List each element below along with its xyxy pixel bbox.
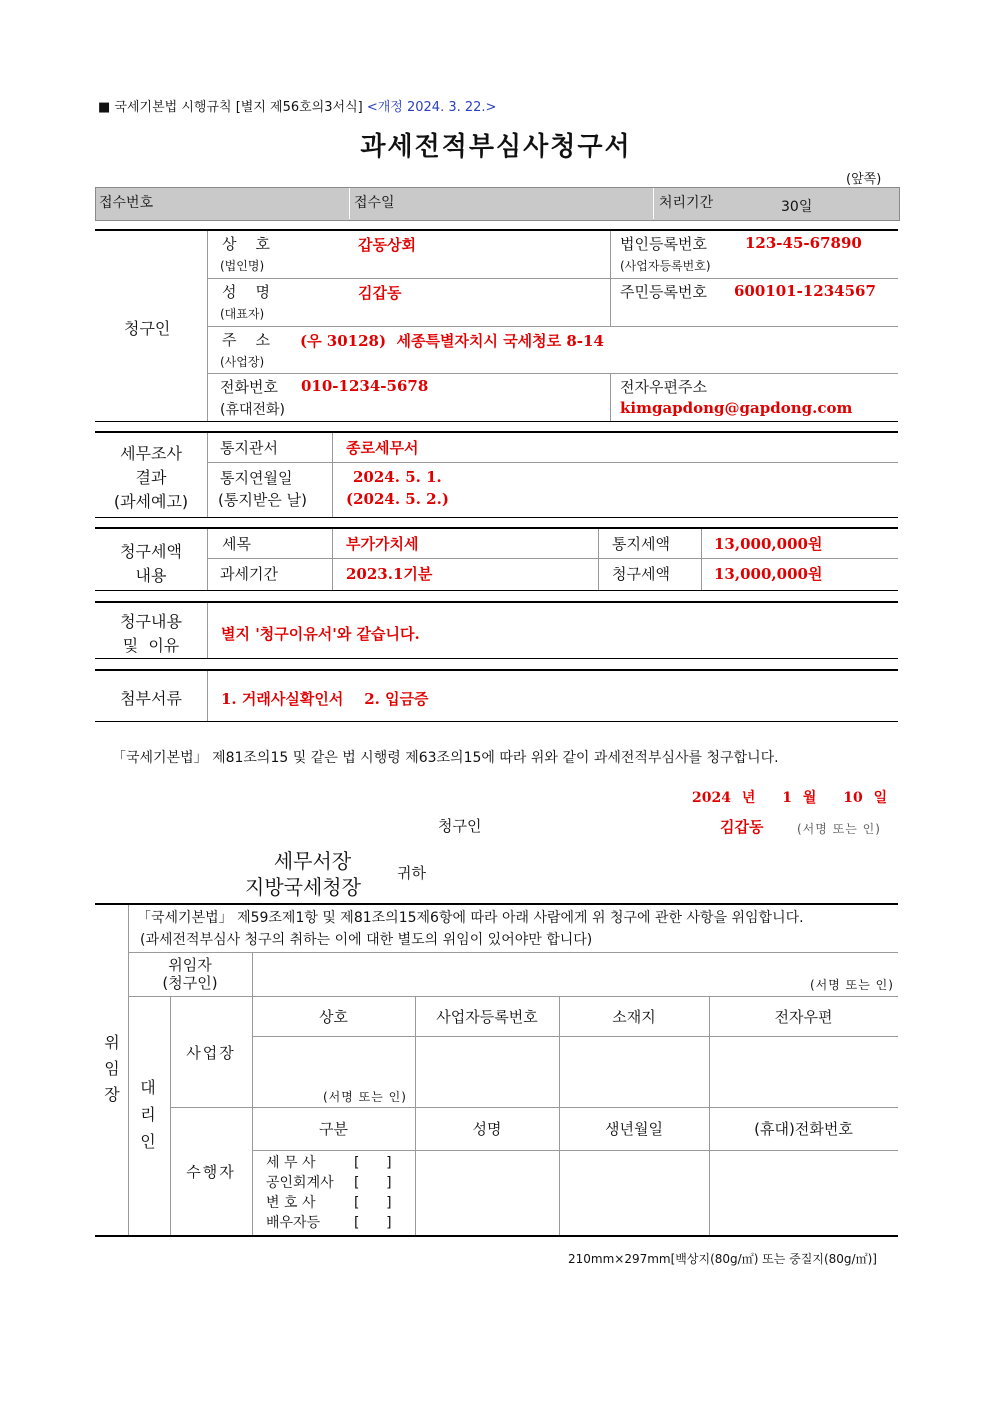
- email-value: kimgapdong@gapdong.com: [620, 399, 853, 417]
- notice-date-label: 통지연월일: [220, 469, 293, 487]
- delegator-sign: (서명 또는 인): [810, 978, 894, 992]
- claim-amount-label: 청구세액: [612, 565, 670, 583]
- performer-label: 수행자: [186, 1163, 236, 1181]
- receipt-divider: [653, 188, 654, 219]
- resident-reg-value: 600101-1234567: [734, 282, 876, 300]
- corp-reg-sub: (사업자등록번호): [620, 259, 711, 273]
- attachments-label: 첨부서류: [120, 689, 182, 708]
- attachments-value: 1. 거래사실확인서 2. 입금증: [221, 690, 429, 708]
- address-label: 주 소: [222, 331, 271, 349]
- performer-type-row: 세 무 사 [ ]: [266, 1155, 392, 1171]
- performer-checkbox[interactable]: [ ]: [354, 1175, 392, 1191]
- phone-value: 010-1234-5678: [301, 377, 429, 395]
- name-value: 김갑동: [358, 284, 402, 302]
- tax-period-label: 과세기간: [220, 565, 278, 583]
- date-year-unit: 년: [741, 790, 756, 806]
- notice-received-date-value: (2024. 5. 2.): [346, 490, 449, 508]
- law-reference: [98, 96, 496, 115]
- phone-sub: (휴대전화): [220, 402, 286, 418]
- date-day-unit: 일: [873, 790, 888, 806]
- date-day: 10: [843, 790, 863, 806]
- tax-item-label: 세목: [222, 535, 251, 553]
- notice-date-value: 2024. 5. 1.: [353, 468, 442, 486]
- receipt-number-label: 접수번호: [99, 195, 154, 211]
- delegator-label-1: 위임자: [168, 956, 212, 974]
- page-title: 과세전적부심사청구서: [360, 132, 632, 162]
- performer-col-name: 성명: [472, 1120, 502, 1138]
- address-sub: (사업장): [220, 355, 265, 369]
- notice-date-sub: (통지받은 날): [218, 491, 307, 509]
- receipt-divider: [349, 188, 350, 219]
- trade-name-label: 상 호: [222, 235, 271, 253]
- receipt-date-label: 접수일: [354, 195, 395, 211]
- performer-checkbox[interactable]: [ ]: [354, 1195, 392, 1211]
- amount-label-1: 청구세액: [120, 542, 182, 561]
- front-side-label: (앞쪽): [846, 172, 882, 187]
- amount-label-2: 내용: [135, 566, 167, 585]
- tax-period-value: 2023.1기분: [346, 565, 433, 583]
- phone-label: 전화번호: [220, 378, 278, 396]
- trade-name-value: 갑동상회: [358, 236, 416, 254]
- processing-period-value: 30일: [781, 199, 813, 215]
- reason-label-1: 청구내용: [120, 612, 182, 631]
- performer-type-row: 공인회계사 [ ]: [266, 1175, 392, 1191]
- business-col-email: 전자우편: [774, 1008, 833, 1026]
- business-col-regno: 사업자등록번호: [436, 1008, 538, 1026]
- email-label: 전자우편주소: [620, 378, 707, 396]
- date-month: 1: [782, 790, 792, 806]
- delegator-label-2: (청구인): [162, 974, 218, 992]
- notice-amount-label: 통지세액: [612, 535, 670, 553]
- performer-checkbox[interactable]: [ ]: [354, 1155, 392, 1171]
- corp-reg-value: 123-45-67890: [745, 234, 862, 252]
- name-sub: (대표자): [220, 307, 265, 321]
- tax-item-value: 부가가치세: [346, 535, 419, 553]
- notice-office-label: 통지관서: [220, 439, 278, 457]
- audit-label-3: (과세예고): [113, 492, 189, 511]
- claimant-section-label: 청구인: [124, 319, 171, 338]
- name-label: 성 명: [222, 283, 271, 301]
- signature-label: 청구인: [438, 817, 482, 835]
- performer-col-birth: 생년월일: [605, 1120, 663, 1138]
- resident-reg-label: 주민등록번호: [620, 283, 707, 301]
- business-label: 사업장: [186, 1044, 236, 1062]
- corp-reg-label: 법인등록번호: [620, 235, 707, 253]
- trade-name-sub: (법인명): [220, 259, 265, 273]
- performer-type-row: 배우자등 [ ]: [266, 1215, 392, 1231]
- addressee-tax-office: 세무서장: [273, 849, 352, 873]
- receipt-bar: [95, 187, 900, 221]
- performer-type-row: 변 호 사 [ ]: [266, 1195, 392, 1211]
- business-sign: (서명 또는 인): [323, 1090, 407, 1104]
- reason-label-2: 및 이유: [122, 636, 180, 655]
- performer-col-type: 구분: [319, 1120, 348, 1138]
- signature-note: (서명 또는 인): [797, 822, 881, 836]
- date-month-unit: 월: [802, 790, 817, 806]
- addressee-suffix: 귀하: [397, 864, 426, 882]
- date-year: 2024: [692, 790, 731, 806]
- performer-col-phone: (휴대)전화번호: [754, 1120, 853, 1138]
- poa-text-1: 「국세기본법」 제59조제1항 및 제81조의15제6항에 따라 아래 사람에게 위 청구에 관한 사항을 위임합니다.: [137, 910, 804, 926]
- poa-text-2: (과세전적부심사 청구의 취하는 이에 대한 별도의 위임이 있어야만 합니다): [140, 932, 593, 948]
- addressee-regional-office: 지방국세청장: [245, 875, 361, 899]
- signature-name: 김갑동: [720, 818, 764, 836]
- agent-side-label: 대 리 인: [140, 1078, 156, 1151]
- processing-period-label: 처리기간: [659, 195, 714, 211]
- reason-value: 별지 '청구이유서'와 같습니다.: [221, 625, 420, 643]
- law-ref-text: ■ 국세기본법 시행규칙 [별지 제56호의3서식]: [98, 100, 363, 115]
- audit-label-1: 세무조사: [120, 444, 182, 463]
- business-col-name: 상호: [319, 1008, 348, 1026]
- address-value: (우 30128) 세종특별자치시 국세청로 8-14: [300, 332, 604, 350]
- revision-text: <개정 2024. 3. 22.>: [366, 100, 497, 115]
- date-line: [692, 787, 887, 807]
- performer-checkbox[interactable]: [ ]: [354, 1215, 392, 1231]
- claim-amount-value: 13,000,000원: [714, 565, 823, 583]
- performer-types: [266, 1153, 392, 1233]
- notice-office-value: 종로세무서: [346, 439, 419, 457]
- paper-spec-footer: 210mm×297mm[백상지(80g/㎡) 또는 중질지(80g/㎡)]: [568, 1252, 877, 1266]
- business-col-location: 소재지: [612, 1008, 656, 1026]
- audit-label-2: 결과: [135, 468, 167, 487]
- poa-side-label: 위 임 장: [104, 1033, 120, 1104]
- claim-statement: 「국세기본법」 제81조의15 및 같은 법 시행령 제63조의15에 따라 위와 같이 과세전적부심사를 청구합니다.: [112, 750, 779, 766]
- notice-amount-value: 13,000,000원: [714, 535, 823, 553]
